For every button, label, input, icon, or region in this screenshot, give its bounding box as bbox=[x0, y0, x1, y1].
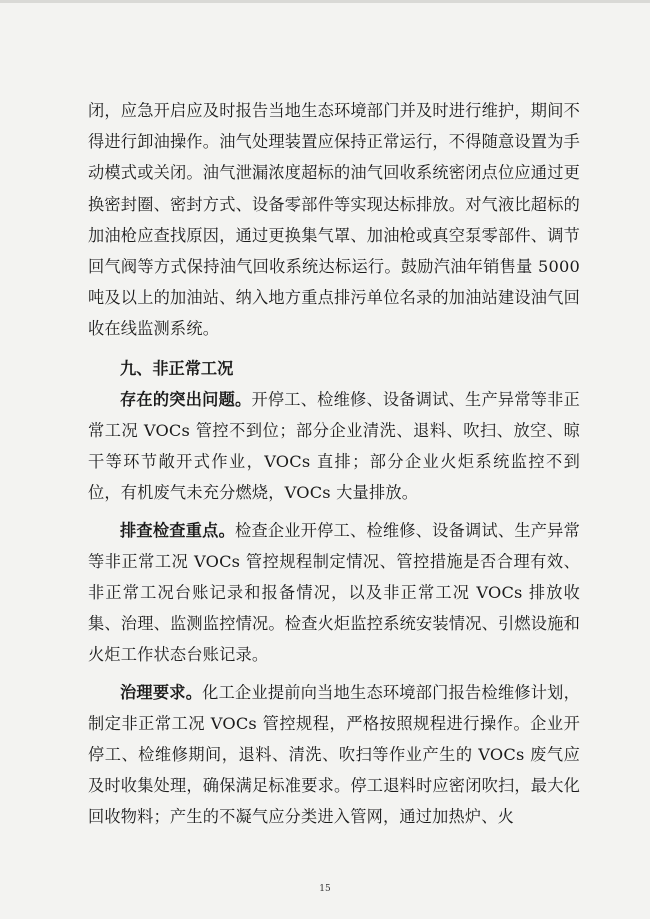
inspection-text: 检查企业开停工、检维修、设备调试、生产异常等非正常工况 VOCs 管控规程制定情况、管控措施是否合理有效、非正常工况台账记录和报备情况，以及非正常工况 VOCs 排放收集、治理、监测监控情况。检查火炬监控系统安装情况、引燃设施和火炬工作状态台账记录。 bbox=[88, 520, 580, 665]
requirements-lead: 治理要求。 bbox=[120, 682, 203, 702]
requirements-text: 化工企业提前向当地生态环境部门报告检维修计划，制定非正常工况 VOCs 管控规程，严格按照规程进行操作。企业开停工、检维修期间，退料、清洗、吹扫等作业产生的 VOCs 废气应及时收集处理，确保满足标准要求。停工退料时应密闭吹扫，最大化回收物料；产生的不凝气应分类进入管网，通过加热炉、火 bbox=[88, 682, 580, 827]
requirements-paragraph bbox=[88, 677, 580, 833]
inspection-paragraph bbox=[88, 515, 580, 671]
problems-text: 开停工、检维修、设备调试、生产异常等非正常工况 VOCs 管控不到位；部分企业清洗、退料、吹扫、放空、晾干等环节敞开式作业，VOCs 直排；部分企业火炬系统监控不到位，有机废气未充分燃烧，VOCs 大量排放。 bbox=[88, 389, 580, 503]
page-number: 15 bbox=[319, 884, 331, 894]
document-body bbox=[88, 95, 580, 833]
problems-lead: 存在的突出问题。 bbox=[120, 389, 252, 409]
inspection-lead: 排查检查重点。 bbox=[120, 520, 236, 540]
section-heading: 九、非正常工况 bbox=[120, 358, 234, 378]
problems-paragraph bbox=[88, 384, 580, 509]
intro-paragraph: 闭，应急开启应及时报告当地生态环境部门并及时进行维护，期间不得进行卸油操作。油气处理装置应保持正常运行，不得随意设置为手动模式或关闭。油气泄漏浓度超标的油气回收系统密闭点位应通过更换密封圈、密封方式、设备零部件等实现达标排放。对气液比超标的加油枪应查找原因，通过更换集气罩、加油枪或真空泵零部件、调节回气阀等方式保持油气回收系统达标运行。鼓励汽油年销售量 5000 吨及以上的加油站、纳入地方重点排污单位名录的加油站建设油气回收在线监测系统。 bbox=[88, 101, 580, 339]
top-edge-divider bbox=[0, 0, 650, 3]
